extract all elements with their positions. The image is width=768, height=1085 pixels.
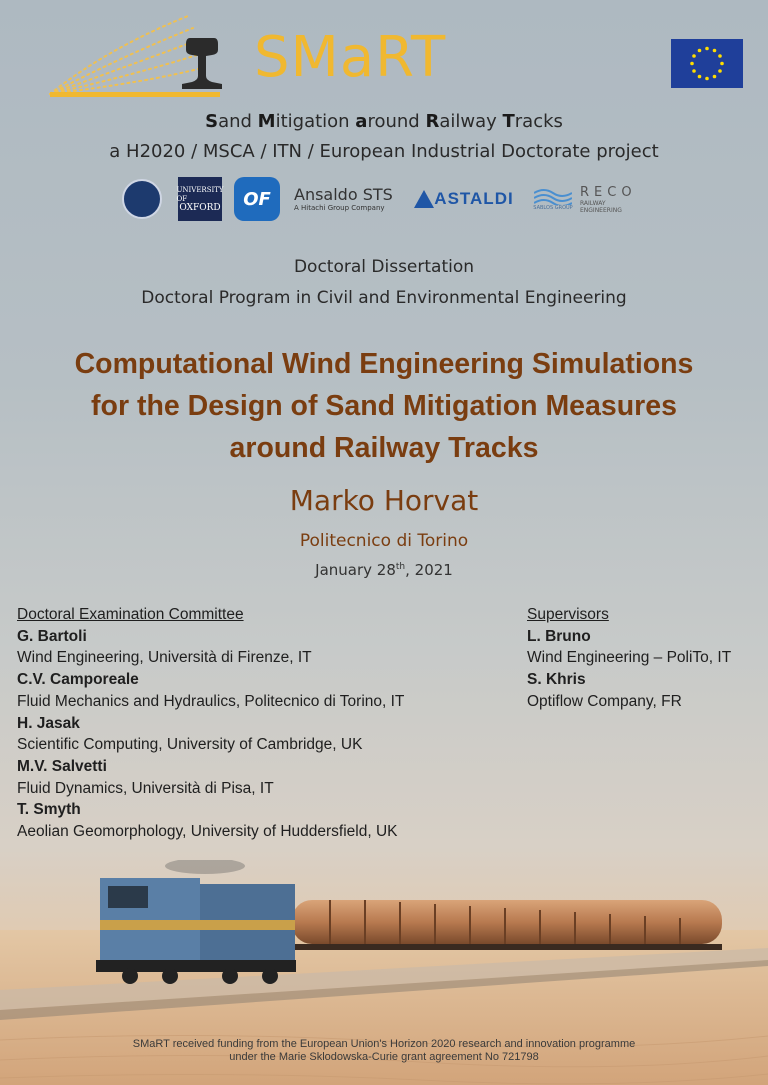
university-name: Politecnico di Torino — [299, 531, 469, 551]
thesis-title-line: Computational Wind Engineering Simulations — [74, 348, 694, 380]
author-name: Marko Horvat — [289, 484, 479, 517]
optiflow-logo: OF — [234, 177, 280, 221]
committee-member-affiliation: Scientific Computing, University of Cambridge, UK — [17, 736, 363, 754]
committee-member-name: C.V. Camporeale — [17, 671, 139, 689]
committee-member-name: M.V. Salvetti — [17, 757, 107, 775]
astaldi-triangle-icon — [414, 190, 434, 208]
supervisors-member-affiliation: Wind Engineering – PoliTo, IT — [527, 649, 732, 667]
project-name-initial: R — [425, 111, 440, 132]
project-name-word: ailway — [439, 111, 503, 132]
committee-member-name: T. Smyth — [17, 801, 81, 819]
project-name-initial: M — [257, 111, 276, 132]
eu-star-icon — [720, 62, 724, 66]
sablos-waves-icon — [534, 187, 572, 205]
reco-logo-sub: RAILWAY ENGINEERING — [580, 199, 622, 214]
committee-member-name: H. Jasak — [17, 714, 80, 732]
doctoral-program: Doctoral Program in Civil and Environmental Engineering — [141, 288, 627, 308]
supervisors-member-affiliation: Optiflow Company, FR — [527, 692, 682, 710]
ansaldo-logo-main: Ansaldo STS — [294, 184, 393, 204]
eu-star-icon — [692, 54, 696, 58]
supervisors-member-name: L. Bruno — [527, 627, 591, 645]
funding-line: SMaRT received funding from the European Union's Horizon 2020 research and innovation programme — [132, 1038, 636, 1050]
eu-star-icon — [718, 54, 722, 58]
smart-logo-text: SMaRT — [254, 25, 447, 90]
committee-member-name: G. Bartoli — [17, 627, 87, 645]
committee-member-affiliation: Wind Engineering, Università di Firenze, IT — [17, 649, 312, 667]
sablos-logo — [532, 176, 574, 222]
reco-logo — [580, 176, 644, 222]
committee-member-affiliation: Fluid Mechanics and Hydraulics, Politecnico di Torino, IT — [17, 692, 405, 710]
supervisors-heading: Supervisors — [527, 606, 609, 623]
oxford-logo — [178, 177, 222, 221]
project-subtitle: a H2020 / MSCA / ITN / European Industrial Doctorate project — [109, 141, 659, 162]
dissertation-label: Doctoral Dissertation — [293, 257, 475, 277]
committee-member-affiliation: Aeolian Geomorphology, University of Huddersfield, UK — [17, 823, 398, 841]
eu-star-icon — [692, 69, 696, 73]
supervisors-member-name: S. Khris — [527, 671, 586, 689]
project-name — [0, 111, 768, 132]
oxford-logo-line1: UNIVERSITY OF — [176, 185, 224, 203]
locomotive — [96, 878, 296, 984]
defense-date — [0, 561, 768, 579]
project-name-initial: a — [355, 111, 368, 132]
eu-star-icon — [698, 75, 702, 79]
date-suffix: th — [395, 562, 406, 572]
project-name-initial: S — [205, 111, 219, 132]
reco-logo-main: RECO — [580, 184, 637, 200]
sablos-logo-text: SABLOS GROUP — [533, 205, 573, 211]
thesis-title — [0, 343, 768, 469]
eu-star-icon — [713, 49, 717, 53]
project-name-word: round — [367, 111, 426, 132]
thesis-title-line: around Railway Tracks — [229, 432, 539, 464]
funding-acknowledgement — [0, 1038, 768, 1064]
eu-star-icon — [705, 47, 709, 51]
examination-committee — [17, 604, 497, 843]
oxford-logo-line2: OXFORD — [179, 202, 221, 213]
ansaldo-sts-logo — [294, 176, 402, 222]
eu-flag-icon — [671, 39, 743, 88]
date-year: , 2021 — [405, 561, 453, 579]
supervisors — [527, 604, 762, 713]
astaldi-logo-text: ASTALDI — [434, 189, 514, 208]
project-name-initial: T — [502, 111, 515, 132]
eu-star-icon — [698, 49, 702, 53]
eu-star-icon — [705, 77, 709, 81]
astaldi-logo — [408, 176, 520, 222]
date-main: January 28 — [315, 561, 396, 579]
thesis-title-line: for the Design of Sand Mitigation Measures — [91, 390, 677, 422]
funding-line: under the Marie Sklodowska-Curie grant agreement No 721798 — [229, 1051, 539, 1063]
project-name-word: and — [218, 111, 258, 132]
committee-member-affiliation: Fluid Dynamics, Università di Pisa, IT — [17, 779, 274, 797]
eu-star-icon — [713, 75, 717, 79]
tank-cars — [292, 900, 722, 950]
committee-heading: Doctoral Examination Committee — [17, 606, 244, 623]
polito-seal-logo — [120, 176, 164, 222]
eu-star-icon — [690, 62, 694, 66]
ansaldo-logo-sub: A Hitachi Group Company — [294, 203, 385, 212]
rail-profile-icon — [178, 36, 226, 90]
project-name-word: racks — [514, 111, 563, 132]
eu-star-icon — [718, 69, 722, 73]
project-name-word: itigation — [275, 111, 356, 132]
